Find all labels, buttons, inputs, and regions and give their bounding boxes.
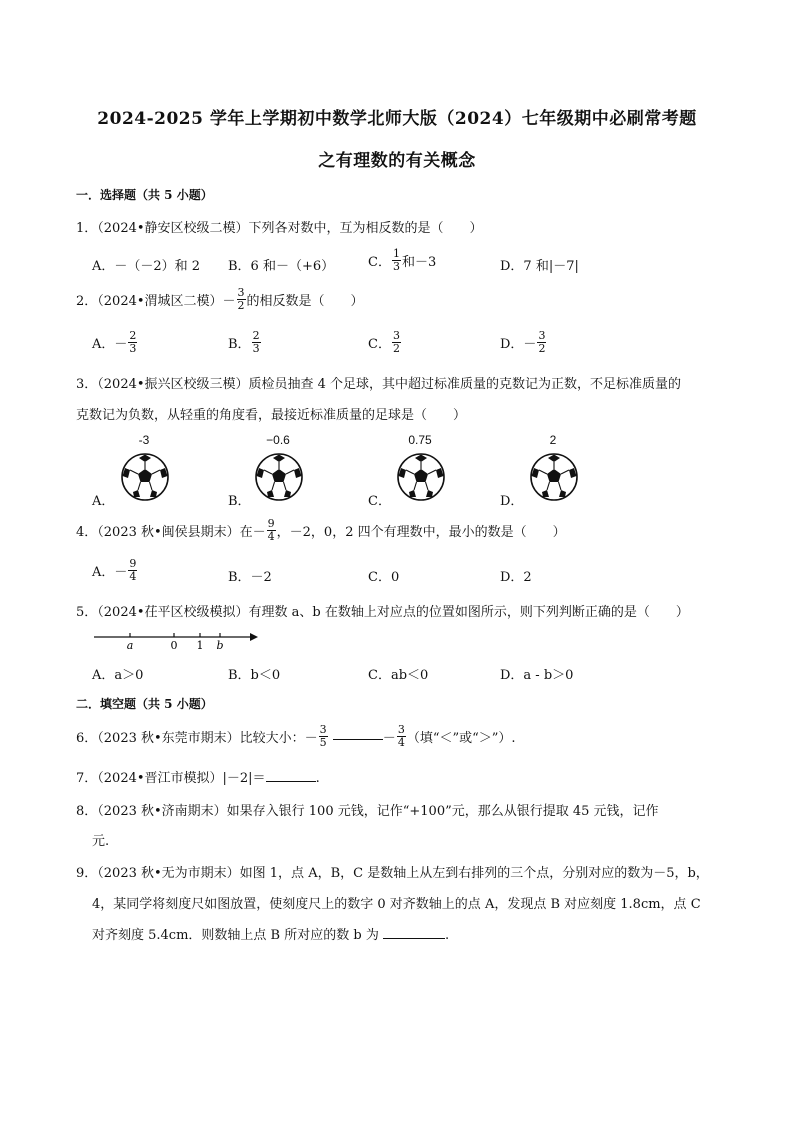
q1-c-suffix: 和－3 [401,255,437,270]
q9-stem-line-3: 对齐刻度 5.4cm．则数轴上点 B 所对应的数 b 为 . [92,928,450,943]
doc-title-line-2: 之有理数的有关概念 [318,151,476,171]
q1-option-a: A．－（－2）和 2 [92,259,201,274]
axis-label-0: 0 [170,639,178,652]
q2-option-d: D．－ $\frac{3}{2}$ [500,329,546,355]
q5-option-a: A．a＞0 [92,668,144,683]
q2-option-c: C． $\frac{3}{2}$ [368,329,400,355]
q1-c-label: C． [368,255,391,270]
q4-option-b: B．－2 [228,570,272,585]
q3-ball-c-value: 0.75 [408,433,432,447]
q3-option-a-label: A． [92,494,115,509]
q5-option-c: C．ab＜0 [368,668,429,683]
q2-option-b: B． $\frac{2}{3}$ [228,329,260,355]
axis-label-b: b [216,639,224,652]
q3-ball-b-value: −0.6 [266,433,290,447]
q4-stem-fraction: $\frac{9}{4}$ [267,517,275,543]
q9-answer-blank[interactable] [383,938,445,939]
q5-number-line [90,627,260,653]
section-heading-choice: 一．选择题（共 5 小题） [76,188,213,202]
q6-answer-blank[interactable] [333,739,383,740]
q1-stem: 1．（2024•静安区校级二模）下列各对数中，互为相反数的是（ ） [76,221,483,236]
soccer-ball-icon [120,452,170,502]
q7-stem: 7．（2024•晋江市模拟）|－2|＝ . [76,771,320,786]
q1-option-d: D．7 和|－7| [500,259,579,274]
q9-stem-line-1: 9．（2023 秋•无为市期末）如图 1，点 A，B，C 是数轴上从左到右排列的三个点，分别对应的数为－5，b， [76,866,709,881]
q4-option-a: A．－ $\frac{9}{4}$ [92,557,137,583]
q1-c-fraction: $\frac{1}{3}$ [392,247,400,273]
q9-stem-line-2: 4，某同学将刻度尺如图放置，使刻度尺上的数字 0 对齐数轴上的点 A，发现点 B 对应刻度 1.8cm，点 C [92,897,701,912]
doc-title-line-1: 2024-2025 学年上学期初中数学北师大版（2024）七年级期中必刷常考题 [97,109,697,129]
q4-option-c: C．0 [368,570,400,585]
q7-answer-blank[interactable] [266,781,316,782]
soccer-ball-icon [254,452,304,502]
q3-option-c-label: C． [368,494,391,509]
q1-option-b: B．6 和－（+6） [228,259,335,274]
q4-option-d: D．2 [500,570,532,585]
q3-option-d-label: D． [500,494,524,509]
q2-option-a: A．－ $\frac{2}{3}$ [92,329,137,355]
section-heading-fill: 二．填空题（共 5 小题） [76,697,213,711]
q5-option-d: D．a - b＞0 [500,668,574,683]
q4-stem: 4．（2023 秋•闽侯县期末）在－ $\frac{9}{4}$ ，－2，0，2 四个有理数中，最小的数是（ ） [76,517,566,543]
q5-stem: 5．（2024•茌平区校级模拟）有理数 a、b 在数轴上对应点的位置如图所示，则下列判断正确的是（ ） [76,605,689,620]
q3-ball-a-value: -3 [138,433,150,447]
soccer-ball-icon [529,452,579,502]
q2-stem: 2．（2024•渭城区二模）－ $\frac{3}{2}$ 的相反数是（ ） [76,286,364,312]
q3-stem-line-2: 克数记为负数，从轻重的角度看，最接近标准质量的足球是（ ） [76,408,467,423]
q3-stem-line-1: 3．（2024•振兴区校级三模）质检员抽查 4 个足球，其中超过标准质量的克数记为正数，不足标准质量的 [76,377,682,392]
q3-ball-d-value: 2 [549,433,557,447]
q8-stem-line-2: 元. [92,834,110,849]
q3-option-b-label: B． [228,494,251,509]
soccer-ball-icon [396,452,446,502]
q1-option-c [368,248,436,273]
q5-option-b: B．b＜0 [228,668,281,683]
axis-label-1: 1 [196,639,204,652]
q6-stem: 6．（2023 秋•东莞市期末）比较大小：－ $\frac{3}{5}$ － $\frac{3}{4}$ （填“＜”或“＞”）. [76,723,516,749]
q2-stem-fraction: $\frac{3}{2}$ [237,286,245,312]
axis-label-a: a [126,639,134,652]
q8-stem-line-1: 8．（2023 秋•济南期末）如果存入银行 100 元钱，记作“+100”元，那么从银行提取 45 元钱，记作 [76,804,659,819]
